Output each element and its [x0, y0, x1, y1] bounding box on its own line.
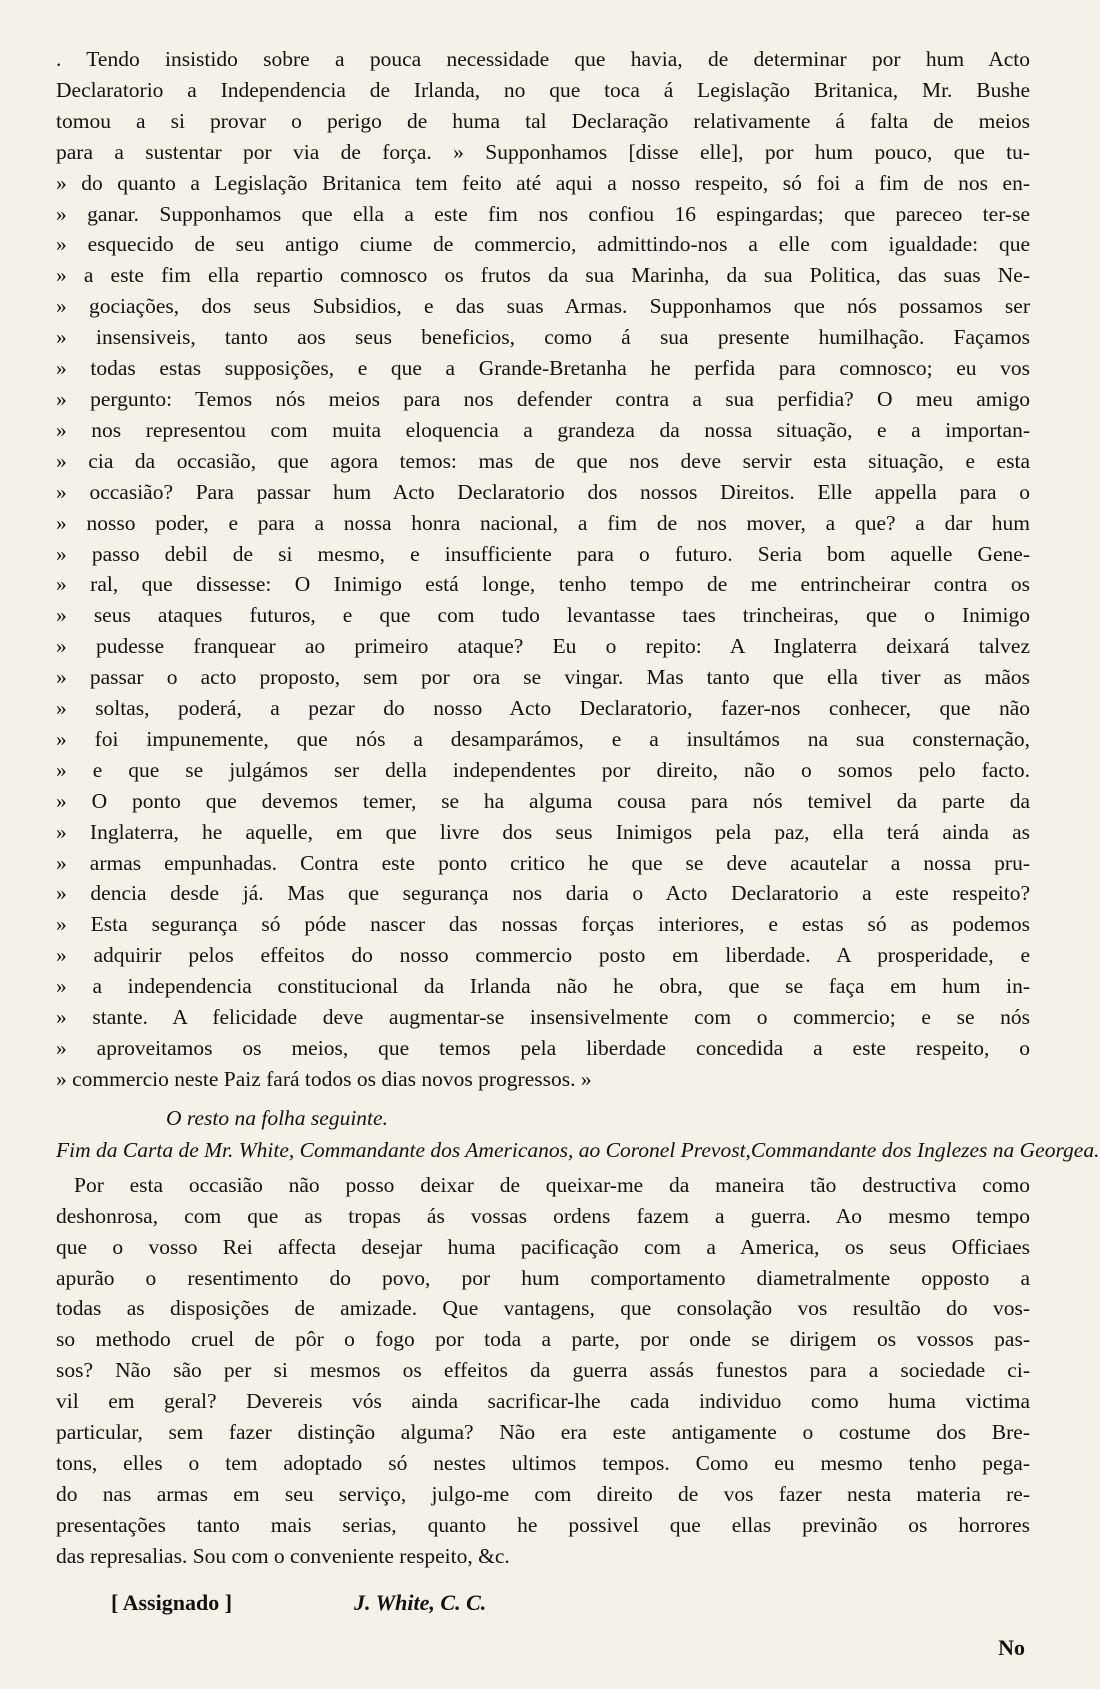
- signature-row: [56, 1590, 1030, 1630]
- text-line: » stante. A felicidade deve augmentar-se insensivelmente com o commercio; e se nós: [56, 1005, 1030, 1030]
- text-line: » Inglaterra, he aquelle, em que livre dos seus Inimigos pela paz, ella terá ainda as: [56, 819, 1030, 844]
- heading-line: Fim da Carta de Mr. White, Commandante dos Americanos, ao Coronel Prevost,: [56, 1137, 751, 1162]
- text-line: sos? Não são per si mesmos os effeitos da guerra assás funestos para a sociedade ci-: [56, 1358, 1030, 1383]
- text-line: » do quanto a Legislação Britanica tem feito até aqui a nosso respeito, só foi a fim de nos en-: [56, 170, 1030, 195]
- text-line: do nas armas em seu serviço, julgo-me com direito de vos fazer nesta materia re-: [56, 1481, 1030, 1506]
- catchword: No: [998, 1635, 1025, 1660]
- text-line: » seus ataques futuros, e que com tudo levantasse taes trincheiras, que o Inimigo: [56, 603, 1030, 628]
- text-line: . Tendo insistido sobre a pouca necessidade que havia, de determinar por hum Acto: [56, 47, 1030, 71]
- text-line: » passo debil de si mesmo, e insufficiente para o futuro. Seria bom aquelle Gene-: [56, 541, 1030, 566]
- text-line: » esquecido de seu antigo ciume de commercio, admittindo-nos a elle com igualdade: que: [56, 232, 1030, 257]
- letter-heading: [56, 1135, 1100, 1166]
- letter-body: [56, 1170, 1030, 1572]
- text-line: » armas empunhadas. Contra este ponto critico he que se deve acautelar a nossa pru-: [56, 850, 1030, 875]
- text-line: todas as disposições de amizade. Que vantagens, que consolação vos resultão do vos-: [56, 1296, 1030, 1321]
- text-line: » todas estas supposições, e que a Grande-Bretanha he perfida para comnosco; eu vos: [56, 356, 1030, 381]
- text-line: » nos representou com muita eloquencia a grandeza da nossa situação, e a importan-: [56, 417, 1030, 442]
- signature-label: [ Assignado ]: [111, 1589, 233, 1615]
- text-line: » gociações, dos seus Subsidios, e das suas Armas. Supponhamos que nós possamos ser: [56, 294, 1030, 319]
- main-paragraph: [56, 44, 1030, 1095]
- text-line: » a este fim ella repartio comnosco os frutos da sua Marinha, da sua Politica, das suas Ne-: [56, 263, 1030, 288]
- text-line: » cia da occasião, que agora temos: mas de que nos deve servir esta situação, e esta: [56, 448, 1030, 473]
- text-line: presentações tanto mais serias, quanto he possivel que ellas previnão os horrores: [56, 1512, 1030, 1537]
- text-line: » commercio neste Paiz fará todos os dias novos progressos. »: [56, 1066, 592, 1091]
- text-line: » pergunto: Temos nós meios para nos defender contra a sua perfidia? O meu amigo: [56, 386, 1030, 411]
- heading-line: Commandante dos Inglezes na Georgea.: [750, 1137, 1100, 1162]
- text-line: para a sustentar por via de força. » Supponhamos [disse elle], por hum pouco, que tu-: [56, 139, 1030, 164]
- text-line: » aproveitamos os meios, que temos pela liberdade concedida a este respeito, o: [56, 1036, 1030, 1060]
- text-line: Por esta occasião não posso deixar de queixar-me da maneira tão destructiva como: [74, 1172, 1030, 1197]
- text-line: » O ponto que devemos temer, se ha alguma cousa para nós temivel da parte da: [56, 788, 1030, 813]
- text-line: so methodo cruel de pôr o fogo por toda a parte, por onde se dirigem os vossos pas-: [56, 1327, 1030, 1352]
- text-line: particular, sem fazer distinção alguma? Não era este antigamente o costume dos Bre-: [56, 1420, 1030, 1445]
- text-line: que o vosso Rei affecta desejar huma pacificação com a America, os seus Officiaes: [56, 1234, 1030, 1259]
- text-line: » e que se julgámos ser della independentes por direito, não o somos pelo facto.: [56, 757, 1030, 782]
- text-line: » occasião? Para passar hum Acto Declaratorio dos nossos Direitos. Elle appella para o: [56, 479, 1030, 504]
- text-line: » a independencia constitucional da Irlanda não he obra, que se faça em hum in-: [56, 974, 1030, 999]
- text-line: » foi impunemente, que nós a desamparámos, e a insultámos na sua consternação,: [56, 726, 1030, 751]
- text-line: » insensiveis, tanto aos seus beneficios, como á sua presente humilhação. Façamos: [56, 325, 1030, 350]
- text-line: deshonrosa, com que as tropas ás vossas ordens fazem a guerra. Ao mesmo tempo: [56, 1203, 1030, 1228]
- text-line: tons, elles o tem adoptado só nestes ultimos tempos. Como eu mesmo tenho pega-: [56, 1450, 1030, 1475]
- text-line: Declaratorio a Independencia de Irlanda, no que toca á Legislação Britanica, Mr. Bushe: [56, 77, 1030, 102]
- text-line: » pudesse franquear ao primeiro ataque? Eu o repito: A Inglaterra deixará talvez: [56, 634, 1030, 659]
- text-line: tomou a si provar o perigo de huma tal Declaração relativamente á falta de meios: [56, 108, 1030, 133]
- text-line: » nosso poder, e para a nossa honra nacional, a fim de nos mover, a que? a dar hum: [56, 510, 1030, 535]
- text-line: » adquirir pelos effeitos do nosso commercio posto em liberdade. A prosperidade, e: [56, 943, 1030, 968]
- text-line: das represalias. Sou com o conveniente respeito, &c.: [56, 1543, 510, 1568]
- text-line: apurão o resentimento do povo, por hum comportamento diametralmente opposto a: [56, 1265, 1030, 1290]
- text-line: » dencia desde já. Mas que segurança nos daria o Acto Declaratorio a este respeito?: [56, 881, 1030, 906]
- signature-name: J. White, C. C.: [354, 1589, 487, 1615]
- text-line: » ganar. Supponhamos que ella a este fim nos confiou 16 espingardas; que pareceo ter-se: [56, 201, 1030, 226]
- text-line: » passar o acto proposto, sem por ora se vingar. Mas tanto que ella tiver as mãos: [56, 665, 1030, 690]
- text-line: » ral, que dissesse: O Inimigo está longe, tenho tempo de me entrincheirar contra os: [56, 572, 1030, 597]
- text-line: » Esta segurança só póde nascer das nossas forças interiores, e estas só as podemos: [56, 912, 1030, 937]
- continuation-note: O resto na folha seguinte.: [166, 1105, 388, 1130]
- text-line: » soltas, poderá, a pezar do nosso Acto Declaratorio, fazer-nos conhecer, que não: [56, 696, 1030, 721]
- text-line: vil em geral? Devereis vós ainda sacrificar-lhe cada individuo como huma victima: [56, 1389, 1030, 1414]
